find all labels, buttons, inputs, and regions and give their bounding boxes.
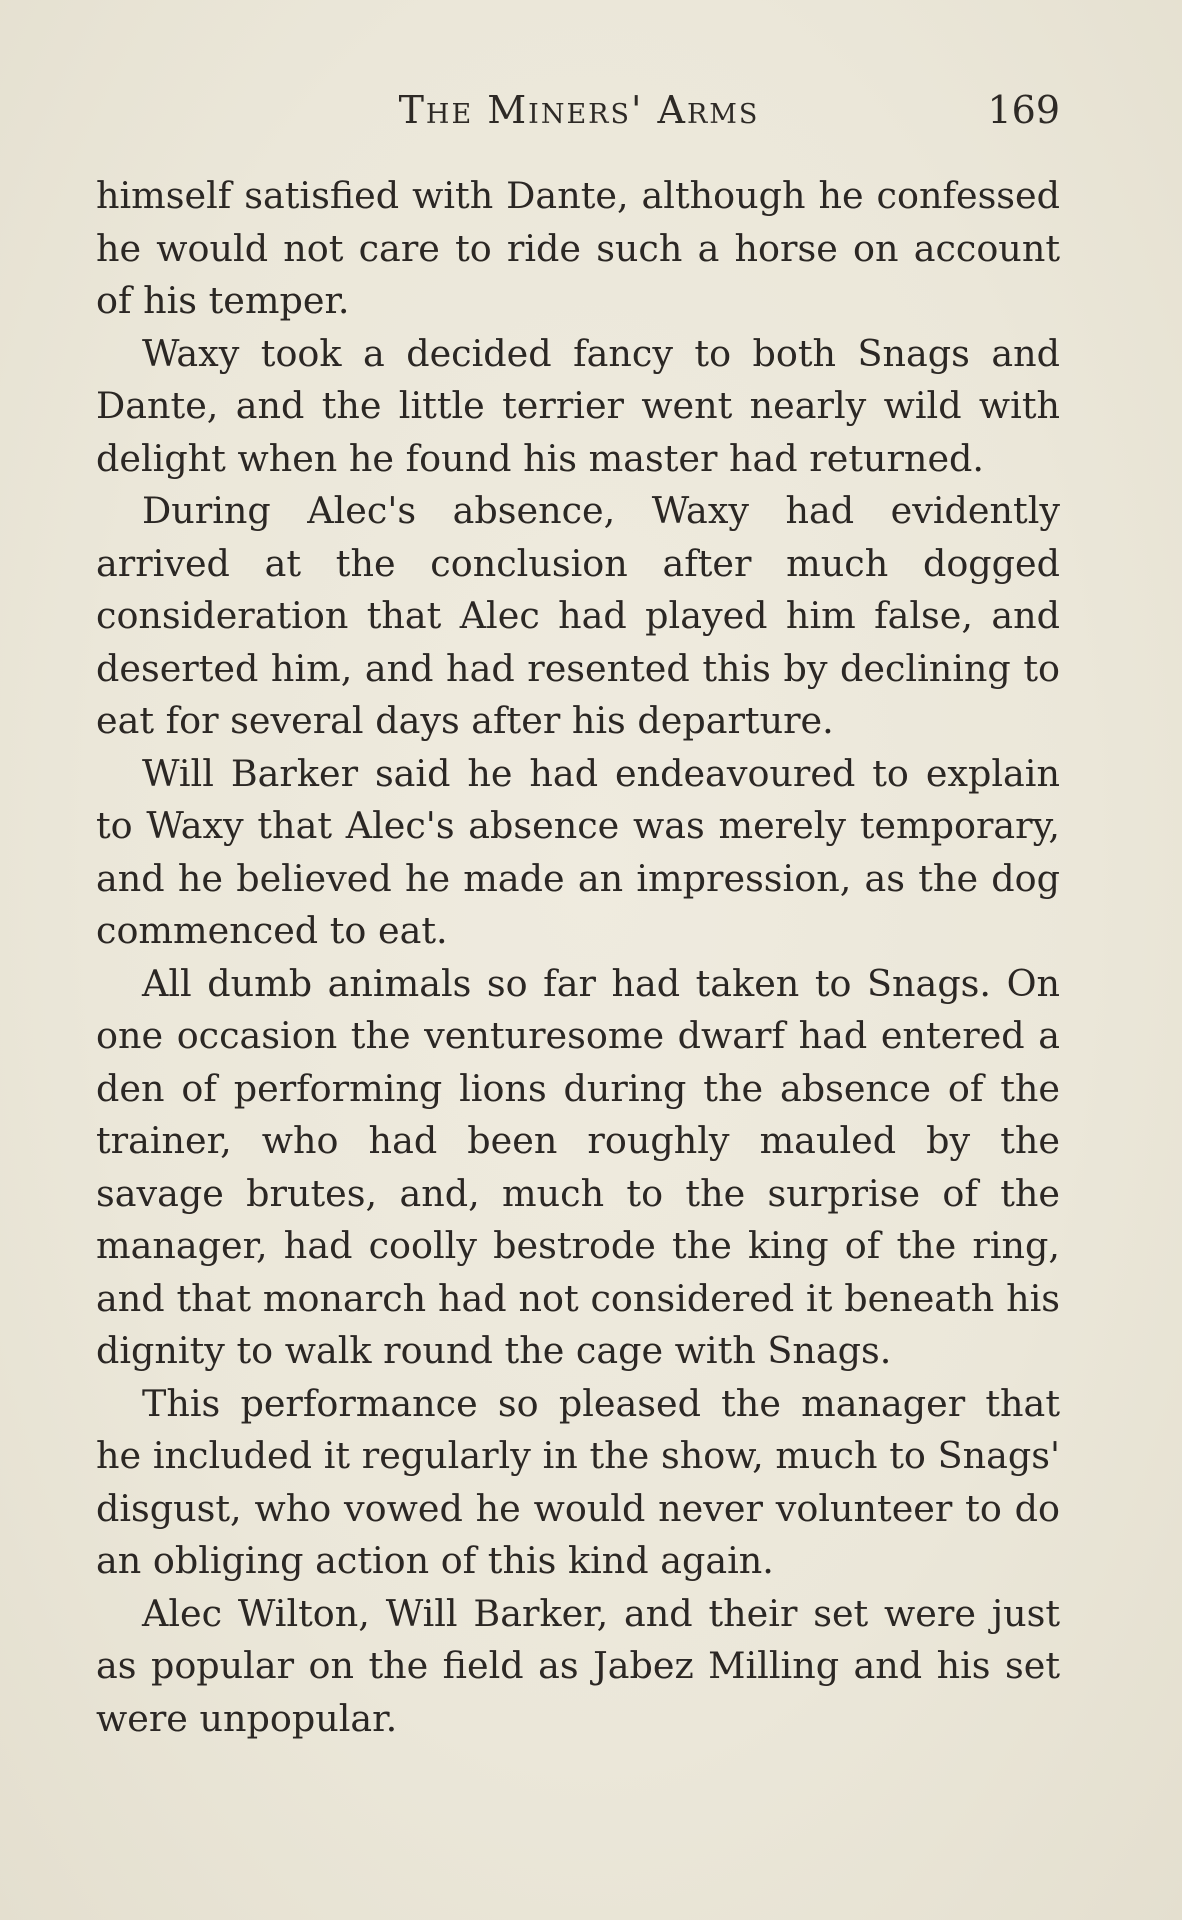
running-title: The Miners' Arms — [398, 88, 760, 132]
paragraph-6: This performance so pleased the manager that he included it regularly in the show, much to Snags' disgust, who vowed he would never volunteer to do an obliging action of this kind again. — [96, 1381, 1060, 1582]
page-number: 169 — [987, 88, 1060, 132]
paragraph-2: Waxy took a decided fancy to both Snags and Dante, and the little terrier went nearly wild with delight when he found his master had returned. — [96, 331, 1060, 480]
paragraph-7: Alec Wilton, Will Barker, and their set were just as popular on the field as Jabez Milling and his set were unpopular. — [96, 1591, 1060, 1740]
running-head — [98, 88, 1060, 138]
paragraph-4: Will Barker said he had endeavoured to explain to Waxy that Alec's absence was merely temporary, and he believed he made an impression, as the dog commenced to eat. — [96, 751, 1060, 952]
paragraph-3: During Alec's absence, Waxy had evidently arrived at the conclusion after much dogged consideration that Alec had played him false, and deserted him, and had resented this by declining to eat for several days after his departure. — [96, 489, 1060, 742]
paragraph-1: himself satisfied with Dante, although he confessed he would not care to ride such a horse on account of his temper. — [96, 174, 1060, 322]
paragraph-5: All dumb animals so far had taken to Snags. On one occasion the venturesome dwarf had entered a den of performing lions during the absence of the trainer, who had been roughly mauled by the savage brutes, and, much to the surprise of the manager, had coolly bestrode the king of the ring, and that monarch had not considered it beneath his dignity to walk round the cage with Snags. — [96, 961, 1060, 1372]
body-text — [96, 170, 1060, 1745]
